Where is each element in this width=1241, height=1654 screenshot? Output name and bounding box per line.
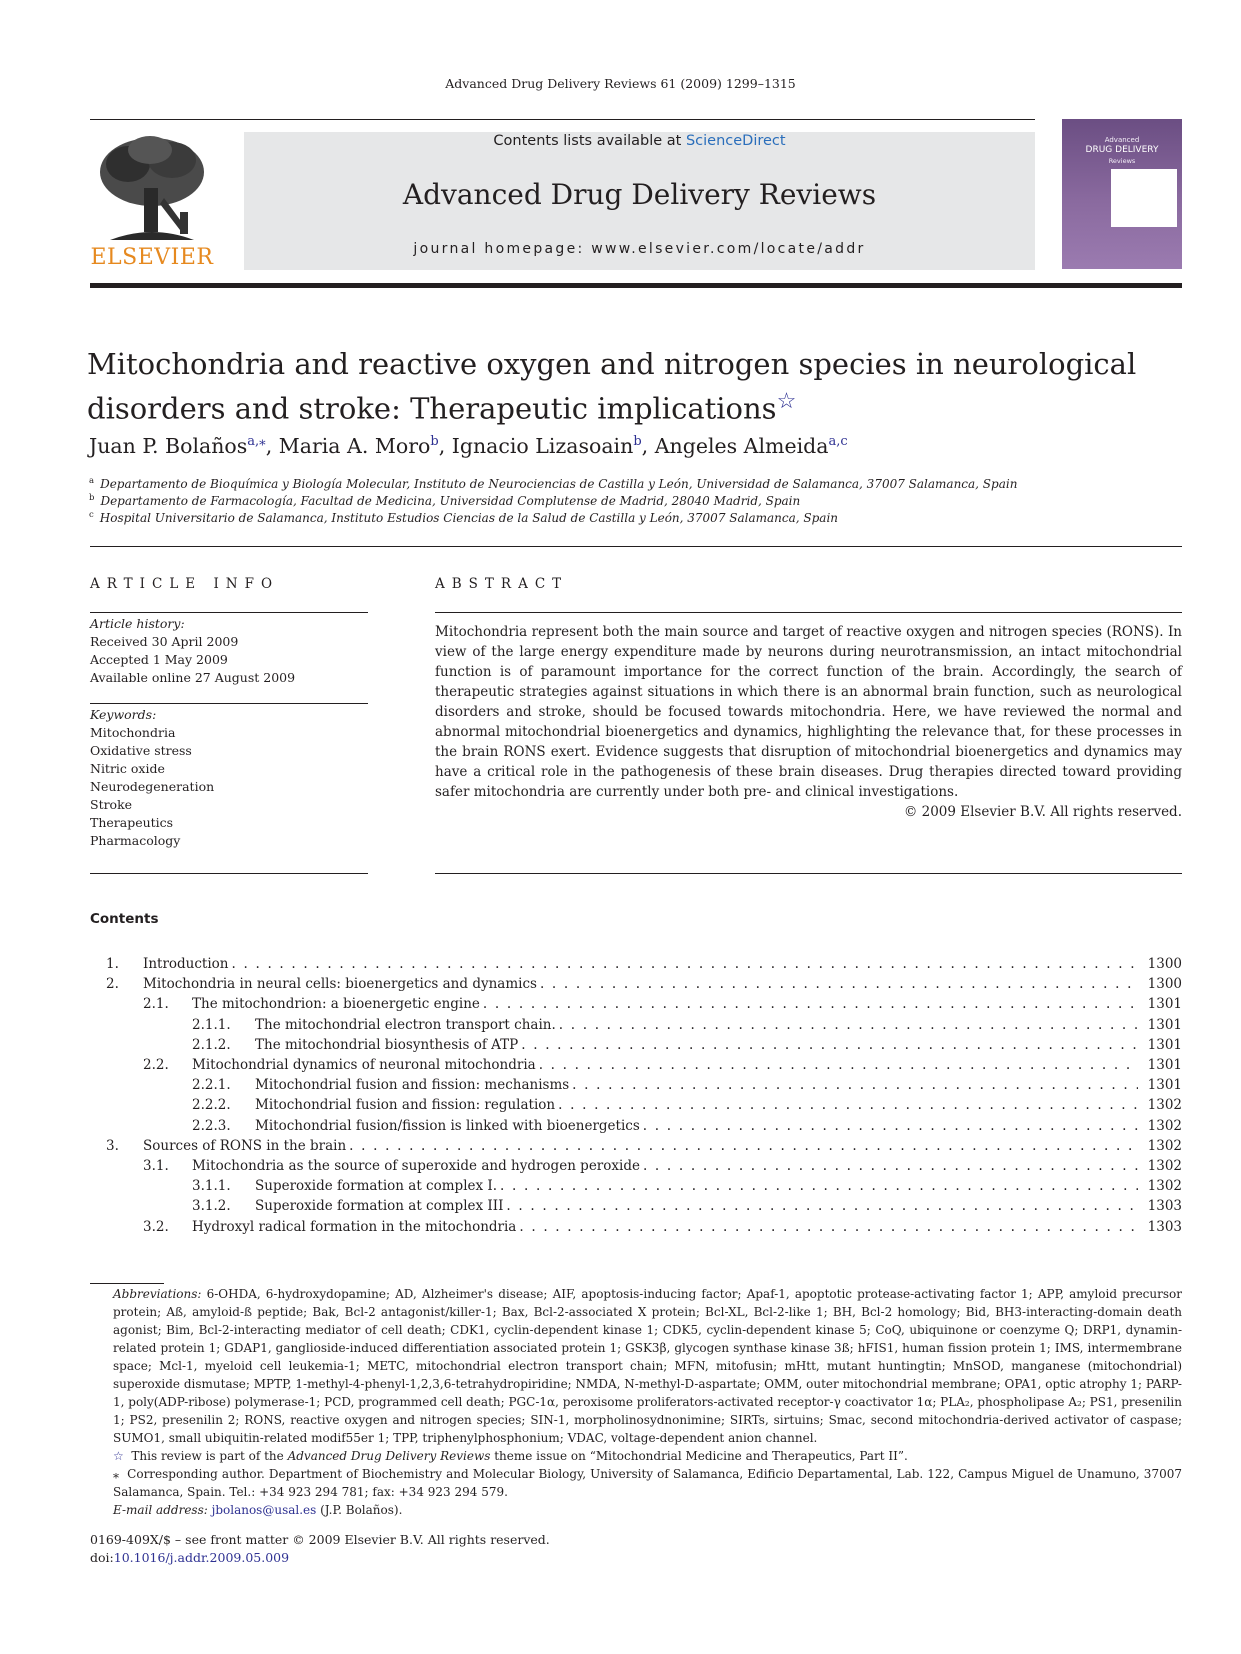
toc-leader-dots [500,1176,1138,1196]
toc-title: Superoxide formation at complex III [255,1196,506,1216]
history-accepted: Accepted 1 May 2009 [90,652,228,667]
toc-title: Hydroxyl radical formation in the mitochondria [192,1217,519,1237]
footnotes [90,1285,1182,1519]
corresponding-text: Corresponding author. Department of Biochemistry and Molecular Biology, University of Salamanca, Edificio Departamental, Lab. 122, Campus Miguel de Unamuno, 37007 Salamanca, Spain. Tel.: +34 923 294 781; fax: +34 923 294 579. [113,1467,1182,1499]
abstract-copyright: © 2009 Elsevier B.V. All rights reserved. [903,804,1182,820]
keyword: Therapeutics [90,815,174,830]
elsevier-logo [90,132,214,270]
toc-line [255,1196,1138,1216]
keyword: Stroke [90,797,133,812]
abstract-rule [435,612,1182,613]
toc-leader-dots [559,1015,1138,1035]
toc-line [255,1176,1138,1196]
running-head: Advanced Drug Delivery Reviews 61 (2009) 1299–1315 [445,76,796,91]
affiliation-rule [90,546,1182,547]
toc-leader-dots [539,1055,1138,1075]
author-name: Maria A. Moro [278,434,431,458]
toc-number: 2.2.1. [192,1077,231,1094]
toc-line [192,1055,1138,1075]
toc-leader-dots [232,954,1139,974]
corresponding-footnote [90,1465,1182,1501]
toc-number: 2.2.2. [192,1097,231,1114]
toc-line [255,1116,1138,1136]
journal-homepage[interactable]: journal homepage: www.elsevier.com/locate/addr [413,241,866,257]
toc-line [192,1217,1138,1237]
article-info-bottom-rule [90,873,368,874]
issn-line: 0169-409X/$ – see front matter © 2009 Elsevier B.V. All rights reserved. [90,1532,550,1547]
toc-page: 1302 [1142,1095,1182,1115]
history-online: Available online 27 August 2009 [90,670,296,685]
article-info-heading: ARTICLE INFO [90,576,280,592]
author-name: Angeles Almeida [654,434,829,458]
toc-leader-dots [506,1196,1138,1216]
star-suffix: theme issue on “Mitochondrial Medicine and Therapeutics, Part II”. [490,1449,908,1463]
toc-number: 3. [106,1137,119,1154]
toc-entry[interactable] [0,1156,1241,1176]
toc-entry[interactable] [0,1095,1241,1115]
elsevier-wordmark: ELSEVIER [90,245,214,270]
article-history [90,615,295,687]
toc-number: 3.1.1. [192,1178,231,1195]
toc-title: Mitochondrial dynamics of neuronal mitochondria [192,1055,539,1075]
keyword: Mitochondria [90,725,176,740]
cover-image-box [1111,169,1177,227]
author-name: Juan P. Bolaños [89,434,248,458]
toc-line [255,1095,1138,1115]
toc-line [192,994,1138,1014]
email-label: E-mail address: [113,1503,208,1517]
affiliation-text: Departamento de Bioquímica y Biología Molecular, Instituto de Neurociencias de Castilla y León, Universidad de Salamanca, 37007 Salamanca, Spain [100,477,1018,491]
toc-title: Mitochondria in neural cells: bioenergetics and dynamics [143,974,540,994]
abstract-heading: ABSTRACT [435,576,569,592]
affiliation-c [89,510,1189,525]
toc-page: 1302 [1142,1116,1182,1136]
abstract-text: Mitochondria represent both the main source and target of reactive oxygen and nitrogen species (RONS). In view of the large energy expenditure made by neurons during neurotransmission, an intact mitochondrial function is of paramount importance for the correct function of the brain. Accordingly, the search of therapeutic strategies against situations in which there is an abnormal brain function, such as neurological disorders and stroke, should be focused towards mitochondria. Here, we have reviewed the normal and abnormal mitochondrial bioenergetics and dynamics, highlighting the relevance that, for these processes in the brain RONS exert. Evidence suggests that disruption of mitochondrial bioenergetics and dynamics may have a critical role in the pathogenesis of these brain diseases. Drug therapies directed toward providing safer mitochondria are currently under both pre- and clinical investigations. [435,624,1182,800]
toc-title: Introduction [143,954,232,974]
toc-number: 2.2.3. [192,1117,231,1134]
keyword: Neurodegeneration [90,779,215,794]
toc-title: Mitochondrial fusion and fission: mechanisms [255,1075,572,1095]
author-list: Juan P. Bolaños$^{a,⁎}$, Maria A. Moro$^b$, Ignacio Lizasoain$^b$, Angeles Almeida$^{a,c}$ [89,434,848,458]
toc-page: 1300 [1142,974,1182,994]
footnote-rule [90,1283,164,1284]
toc-page: 1302 [1142,1176,1182,1196]
toc-entry[interactable] [0,1035,1241,1055]
toc-entry[interactable] [0,1176,1241,1196]
doi-link[interactable]: 10.1016/j.addr.2009.05.009 [113,1550,290,1565]
toc-page: 1302 [1142,1156,1182,1176]
journal-cover [1062,119,1182,269]
toc-line [143,1136,1138,1156]
toc-page: 1303 [1142,1217,1182,1237]
toc-entry[interactable] [0,1055,1241,1075]
toc-leader-dots [519,1217,1138,1237]
toc-leader-dots [572,1075,1138,1095]
title-text: Mitochondria and reactive oxygen and nitrogen species in neurological disorders and stroke: Therapeutic implications [87,347,1137,426]
cover-line3: Reviews [1108,157,1136,165]
article-title [87,346,1187,428]
elsevier-tree-icon [90,132,214,244]
author-sup[interactable]: a,c [828,434,848,450]
toc-line [143,954,1138,974]
abbrev-text: 6-OHDA, 6-hydroxydopamine; AD, Alzheimer's disease; AIF, apoptosis-inducing factor; Apaf-1, apoptotic protease-activating factor 1; APP, amyloid precursor protein; Aß, amyloid-ß peptide; Bak, Bcl-2 antagonist/killer-1; Bax, Bcl-2-associated X protein; Bcl-XL, Bcl-2-like 1; BH, Bcl-2 homology; Bid, BH3-interacting-domain death agonist; Bim, Bcl-2-interacting mediator of cell death; CDK1, cyclin-dependent kinase 1; CDK5, cyclin-dependent kinase 5; CoQ, ubiquinone or coenzyme Q; DRP1, dynamin-related protein 1; GDAP1, ganglioside-induced differentiation associated protein 1; GSK3β, glycogen synthase kinase 3ß; hFIS1, human fission protein 1; IMS, intermembrane space; Mcl-1, myeloid cell leukemia-1; METC, mitochondrial electron transport chain; MFN, mitofusin; mHtt, mutant huntingtin; MnSOD, manganese (mitochondrial) superoxide dismutase; MPTP, 1-methyl-4-phenyl-1,2,3,6-tetrahydropiridine; NMDA, N-methyl-D-aspartate; OMM, outer mitochondrial membrane; OPA1, optic atrophy 1; PARP-1, poly(ADP-ribose) polymerase-1; PCD, programmed cell death; PGC-1α, peroxisome proliferators-activated receptor-γ coactivator 1α; PLA₂, phospholipase A₂; PS1, presenilin 1; PS2, presenilin 2; RONS, reactive oxygen and nitrogen species; SIN-1, morpholinosydnonimine; SIRTs, sirtuins; Smac, second mitochondria-derived activator of caspase; SUMO1, small ubiquitin-related modif55er 1; TPP, triphenylphosphonium; VDAC, voltage-dependent anion channel. [113,1287,1182,1445]
toc-entry[interactable] [0,1075,1241,1095]
toc-title: Superoxide formation at complex I. [255,1176,500,1196]
author-sup[interactable]: b [633,434,642,450]
toc-leader-dots [483,994,1138,1014]
keywords [90,706,214,850]
toc-entry[interactable] [0,994,1241,1014]
toc-number: 3.1. [143,1158,169,1174]
affiliation-mark: b [89,493,95,503]
toc-entry[interactable] [0,954,1241,974]
abstract-bottom-rule [435,873,1182,874]
toc-title: The mitochondrial electron transport chain. [255,1015,559,1035]
asterisk-icon: ⁎ [113,1467,119,1481]
cover-line1: Advanced [1104,136,1140,144]
toc-line [255,1035,1138,1055]
toc-line [255,1015,1138,1035]
affiliation-mark: a [89,476,95,486]
star-footnote-icon[interactable]: ☆ [776,389,797,414]
affiliation-mark: c [89,510,94,520]
journal-title: Advanced Drug Delivery Reviews [402,178,877,211]
toc-page: 1302 [1142,1136,1182,1156]
contents-prefix: Contents lists available at [493,133,686,149]
toc-number: 2.1.1. [192,1016,231,1033]
toc-leader-dots [558,1095,1138,1115]
toc-entry[interactable] [0,1196,1241,1216]
keywords-label: Keywords: [90,707,157,722]
email-link[interactable]: jbolanos@usal.es [211,1503,317,1517]
cover-line2: DRUG DELIVERY [1085,145,1159,155]
toc-leader-dots [540,974,1138,994]
affiliation-text: Departamento de Farmacología, Facultad de Medicina, Universidad Complutense de Madrid, 28040 Madrid, Spain [100,494,801,508]
toc-number: 2. [106,976,119,993]
toc-leader-dots [349,1136,1138,1156]
toc-title: The mitochondrion: a bioenergetic engine [192,994,483,1014]
affiliation-text: Hospital Universitario de Salamanca, Instituto Estudios Ciencias de la Salud de Castilla y León, 37007 Salamanca, Spain [99,511,839,525]
toc-entry[interactable] [0,1136,1241,1156]
front-matter-footer [90,1531,550,1567]
keyword: Oxidative stress [90,743,192,758]
affiliation-b [89,493,1189,508]
toc-leader-dots [521,1035,1138,1055]
header-thick-rule [90,283,1182,288]
toc-page: 1300 [1142,954,1182,974]
email-suffix: (J.P. Bolaños). [316,1503,403,1517]
toc-number: 1. [106,956,119,972]
star-prefix: This review is part of the [131,1449,288,1463]
toc-leader-dots [643,1116,1138,1136]
toc-leader-dots [643,1156,1138,1176]
toc-entry[interactable] [0,1116,1241,1136]
doi-line [90,1549,550,1567]
abbrev-label: Abbreviations: [113,1287,202,1301]
article-info-rule [90,612,368,613]
author-sup[interactable]: a,⁎ [247,434,266,450]
toc-page: 1301 [1142,1035,1182,1055]
contents-available [244,133,1035,149]
keyword: Nitric oxide [90,761,165,776]
toc-line [255,1075,1138,1095]
toc-page: 1301 [1142,1075,1182,1095]
toc-page: 1301 [1142,994,1182,1014]
toc-number: 2.1. [143,996,169,1013]
toc-number: 3.2. [143,1218,169,1235]
toc-entry[interactable] [0,974,1241,994]
keyword: Pharmacology [90,833,181,848]
toc-title: Mitochondrial fusion/fission is linked with bioenergetics [255,1116,643,1136]
toc-title: Sources of RONS in the brain [143,1136,349,1156]
contents-heading: Contents [90,911,159,927]
toc-page: 1301 [1142,1055,1182,1075]
sciencedirect-link[interactable]: ScienceDirect [685,133,786,149]
header-rule [90,119,1035,120]
toc-entry[interactable] [0,1217,1241,1237]
email-footnote [90,1501,1182,1519]
star-icon: ☆ [113,1449,124,1463]
author-sup[interactable]: b [430,434,439,450]
journal-banner [244,132,1035,270]
affiliation-a [89,476,1189,491]
history-label: Article history: [90,616,185,631]
author-name: Ignacio Lizasoain [451,434,634,458]
toc-title: Mitochondria as the source of superoxide and hydrogen peroxide [192,1156,643,1176]
toc-line [192,1156,1138,1176]
toc-page: 1303 [1142,1196,1182,1216]
toc-line [143,974,1138,994]
toc-entry[interactable] [0,1015,1241,1035]
doi-prefix: doi: [90,1550,114,1565]
star-journal: Advanced Drug Delivery Reviews [287,1449,491,1463]
abbreviations-footnote [90,1285,1182,1447]
star-footnote [90,1447,1182,1465]
toc-number: 3.1.2. [192,1198,231,1215]
toc-title: The mitochondrial biosynthesis of ATP [255,1035,521,1055]
history-received: Received 30 April 2009 [90,634,239,649]
toc-number: 2.1.2. [192,1036,231,1053]
keywords-rule [90,703,368,704]
toc-title: Mitochondrial fusion and fission: regulation [255,1095,558,1115]
toc-page: 1301 [1142,1015,1182,1035]
toc-number: 2.2. [143,1057,169,1073]
